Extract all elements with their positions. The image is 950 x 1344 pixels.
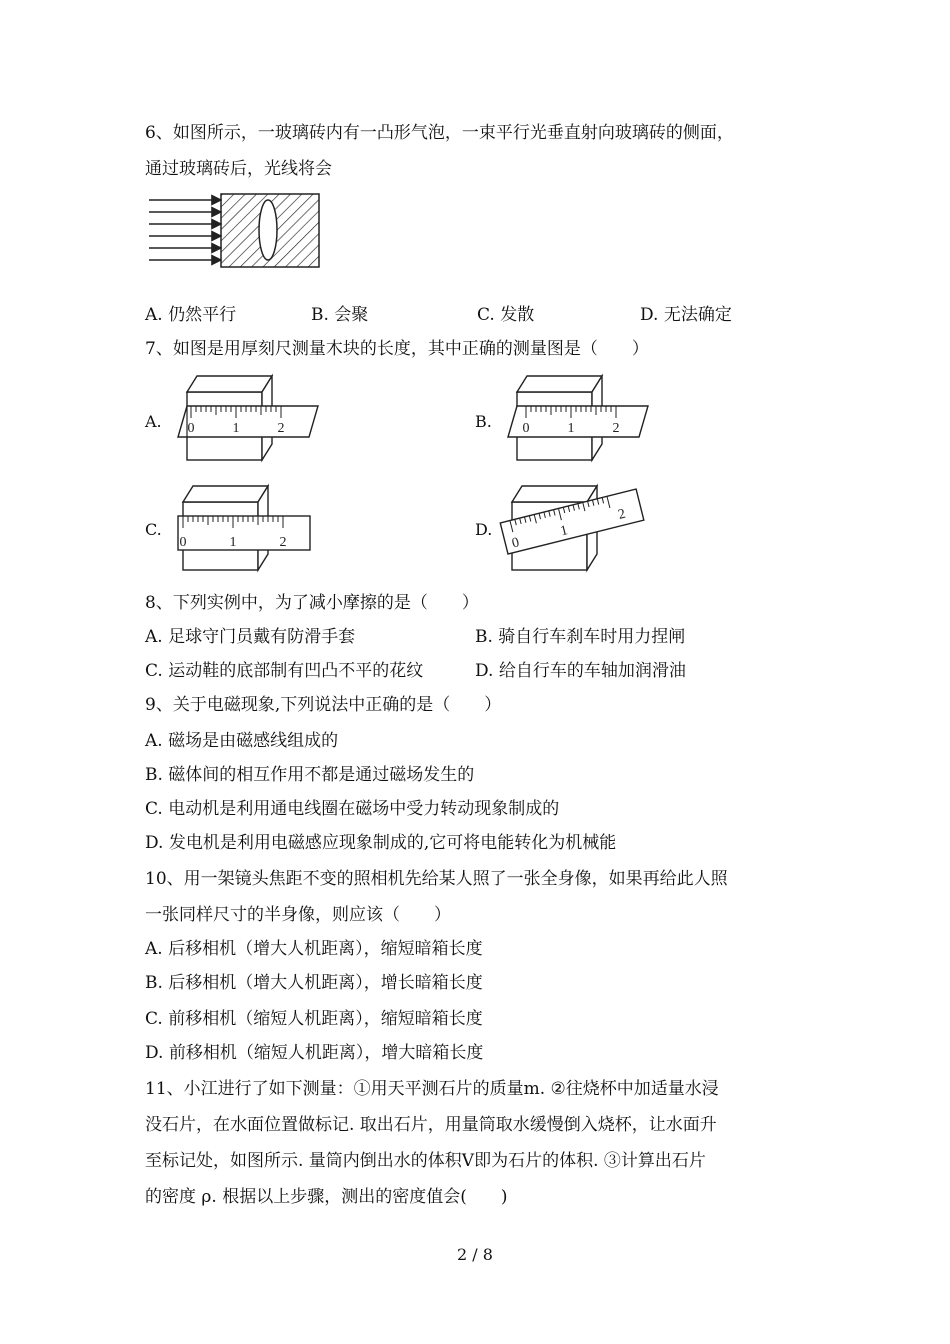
q11-stem-line3: 至标记处，如图所示. 量筒内倒出水的体积V即为石片的体积. ③计算出石片 (145, 1151, 706, 1171)
q7-c-tick-0: 0 (179, 535, 187, 550)
q6-option-c: C. 发散 (477, 305, 535, 325)
q10-option-d: D. 前移相机（缩短人机距离），增大暗箱长度 (145, 1043, 484, 1063)
q10-option-a: A. 后移相机（增大人机距离），缩短暗箱长度 (145, 939, 483, 959)
q7-figure-c (175, 482, 320, 574)
q7-a-tick-1: 1 (232, 421, 240, 436)
q7-a-tick-0: 0 (187, 421, 195, 436)
q6-option-d: D. 无法确定 (640, 305, 732, 325)
q6-option-b: B. 会聚 (311, 305, 369, 325)
q7-figure-b (505, 372, 650, 464)
q7-a-tick-2: 2 (277, 421, 285, 436)
q9-option-d: D. 发电机是利用电磁感应现象制成的,它可将电能转化为机械能 (145, 833, 617, 853)
q7-stem: 7、如图是用厚刻尺测量木块的长度，其中正确的测量图是（ ） (145, 339, 649, 359)
q7-c-tick-1: 1 (229, 535, 237, 550)
q9-option-c: C. 电动机是利用通电线圈在磁场中受力转动现象制成的 (145, 799, 560, 819)
q9-stem: 9、关于电磁现象,下列说法中正确的是（ ） (145, 695, 502, 715)
q9-option-b: B. 磁体间的相互作用不都是通过磁场发生的 (145, 765, 475, 785)
q7-c-tick-2: 2 (279, 535, 287, 550)
q7-d-tick-0: 0 (510, 535, 521, 552)
q10-option-b: B. 后移相机（增大人机距离），增长暗箱长度 (145, 973, 483, 993)
q11-stem-line2: 没石片，在水面位置做标记. 取出石片，用量筒取水缓慢倒入烧杯，让水面升 (145, 1115, 717, 1135)
q7-figure-d (500, 482, 650, 574)
q7-d-tick-2: 2 (616, 506, 628, 523)
q11-stem-line4: 的密度 ρ. 根据以上步骤，测出的密度值会( ) (145, 1187, 508, 1207)
page-number: 2 / 8 (457, 1245, 493, 1264)
q8-option-a: A. 足球守门员戴有防滑手套 (145, 627, 356, 647)
q9-option-a: A. 磁场是由磁感线组成的 (145, 731, 339, 751)
q7-label-d: D. (475, 520, 493, 539)
q8-stem: 8、下列实例中，为了减小摩擦的是（ ） (145, 593, 479, 613)
q6-stem-line1: 6、如图所示，一玻璃砖内有一凸形气泡，一束平行光垂直射向玻璃砖的侧面， (145, 123, 734, 143)
q7-b-tick-2: 2 (612, 421, 620, 436)
q7-label-a: A. (145, 412, 162, 431)
q7-figure-a (175, 372, 320, 464)
q8-option-d: D. 给自行车的车轴加润滑油 (475, 661, 686, 681)
q11-stem-line1: 11、小江进行了如下测量：①用天平测石片的质量m. ②往烧杯中加适量水浸 (145, 1079, 719, 1099)
q7-b-tick-0: 0 (522, 421, 530, 436)
q10-stem-line2: 一张同样尺寸的半身像，则应该（ ） (145, 905, 451, 925)
q6-option-a: A. 仍然平行 (145, 305, 237, 325)
q7-label-b: B. (475, 412, 492, 431)
q8-option-c: C. 运动鞋的底部制有凹凸不平的花纹 (145, 661, 424, 681)
q10-option-c: C. 前移相机（缩短人机距离），缩短暗箱长度 (145, 1009, 483, 1029)
q6-stem-line2: 通过玻璃砖后，光线将会 (145, 159, 332, 179)
q7-d-tick-1: 1 (558, 523, 570, 540)
q10-stem-line1: 10、用一架镜头焦距不变的照相机先给某人照了一张全身像，如果再给此人照 (145, 869, 728, 889)
q8-option-b: B. 骑自行车刹车时用力捏闸 (475, 627, 686, 647)
q6-glass-brick-diagram (145, 192, 325, 272)
q7-label-c: C. (145, 520, 162, 539)
q7-b-tick-1: 1 (567, 421, 575, 436)
